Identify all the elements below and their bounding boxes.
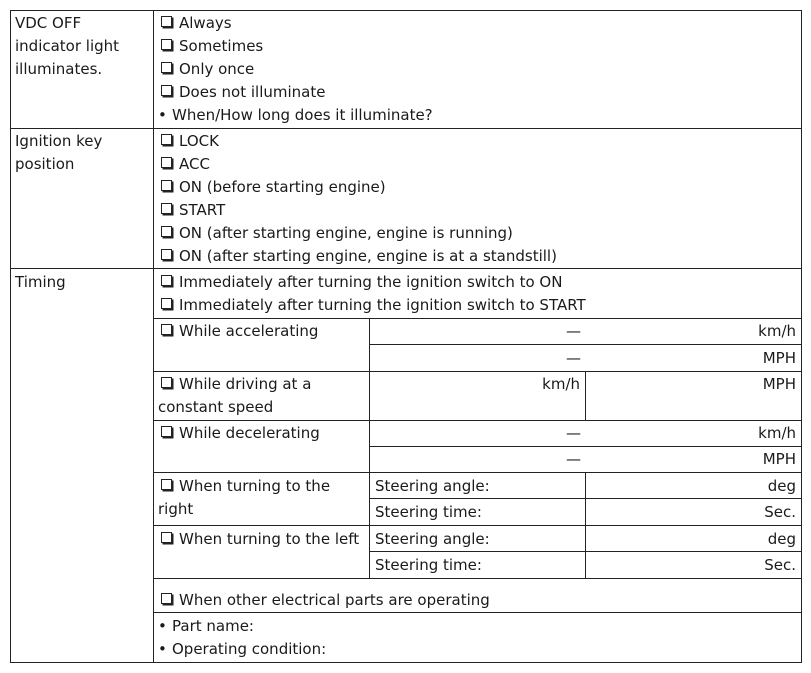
- row-divider: [369, 344, 802, 345]
- electrical-parts-option[interactable]: When other electrical parts are operating: [158, 589, 490, 612]
- left-steering-time-unit: Sec.: [764, 556, 796, 574]
- checkbox-icon[interactable]: [161, 39, 172, 50]
- checkbox-icon[interactable]: [161, 298, 172, 309]
- column-divider: [153, 10, 154, 663]
- row-divider: [10, 662, 802, 663]
- column-divider: [585, 371, 586, 420]
- column-divider: [585, 472, 586, 578]
- checkbox-icon[interactable]: [161, 377, 172, 388]
- checkbox-icon[interactable]: [161, 62, 172, 73]
- vdc-option[interactable]: Only once: [158, 58, 254, 81]
- constant-speed-option[interactable]: While driving at a constant speed: [158, 375, 312, 416]
- ignition-option[interactable]: ON (after starting engine, engine is at a standstill): [158, 245, 557, 268]
- row-divider: [153, 525, 802, 526]
- checkbox-icon[interactable]: [161, 16, 172, 27]
- column-divider: [10, 10, 11, 663]
- accel-kmh-unit: km/h: [758, 322, 796, 340]
- checkbox-icon[interactable]: [161, 157, 172, 168]
- ignition-option[interactable]: START: [158, 199, 225, 222]
- checkbox-icon[interactable]: [161, 249, 172, 260]
- decel-mph-unit: MPH: [762, 450, 796, 468]
- row-divider: [153, 472, 802, 473]
- vdc-label: VDC OFF indicator light illuminates.: [15, 14, 120, 78]
- constant-kmh-unit: km/h: [542, 375, 580, 393]
- timing-option-start[interactable]: Immediately after turning the ignition switch to START: [158, 294, 586, 317]
- accelerating-option[interactable]: While accelerating: [158, 320, 318, 343]
- column-divider: [369, 318, 370, 578]
- accel-mph-dash: —: [566, 349, 581, 367]
- checkbox-icon[interactable]: [161, 593, 172, 604]
- decel-kmh-dash: —: [566, 424, 581, 442]
- vdc-option[interactable]: Always: [158, 12, 232, 35]
- left-steering-angle-unit: deg: [767, 530, 796, 548]
- checkbox-icon[interactable]: [161, 275, 172, 286]
- checkbox-icon[interactable]: [161, 180, 172, 191]
- row-divider: [153, 318, 802, 319]
- checkbox-icon[interactable]: [161, 203, 172, 214]
- checkbox-icon[interactable]: [161, 134, 172, 145]
- bullet-icon: •: [158, 640, 167, 658]
- accel-mph-unit: MPH: [762, 349, 796, 367]
- timing-option-on[interactable]: Immediately after turning the ignition switch to ON: [158, 271, 562, 294]
- column-divider: [801, 10, 802, 663]
- row-divider: [153, 578, 802, 579]
- ignition-option[interactable]: ON (before starting engine): [158, 176, 386, 199]
- right-steering-time-label: Steering time:: [375, 503, 482, 521]
- right-steering-angle-label: Steering angle:: [375, 477, 490, 495]
- checkbox-icon[interactable]: [161, 324, 172, 335]
- right-steering-angle-unit: deg: [767, 477, 796, 495]
- decelerating-option[interactable]: While decelerating: [158, 422, 320, 445]
- checkbox-icon[interactable]: [161, 85, 172, 96]
- decel-kmh-unit: km/h: [758, 424, 796, 442]
- turning-left-option[interactable]: When turning to the left: [158, 528, 363, 551]
- right-steering-time-unit: Sec.: [764, 503, 796, 521]
- ignition-label: Ignition key position: [15, 132, 103, 173]
- part-name-field[interactable]: • Part name:: [158, 615, 254, 638]
- ignition-option[interactable]: ON (after starting engine, engine is running): [158, 222, 513, 245]
- row-divider: [10, 268, 802, 269]
- timing-label: Timing: [15, 273, 66, 291]
- vdc-note: • When/How long does it illuminate?: [158, 104, 433, 127]
- constant-mph-unit: MPH: [762, 375, 796, 393]
- operating-condition-field[interactable]: • Operating condition:: [158, 638, 326, 661]
- vdc-option[interactable]: Sometimes: [158, 35, 263, 58]
- row-divider: [153, 420, 802, 421]
- row-divider: [369, 446, 802, 447]
- bullet-icon: •: [158, 617, 167, 635]
- left-steering-angle-label: Steering angle:: [375, 530, 490, 548]
- accel-kmh-dash: —: [566, 322, 581, 340]
- turning-right-option[interactable]: When turning to the right: [158, 477, 331, 518]
- decel-mph-dash: —: [566, 450, 581, 468]
- checkbox-icon[interactable]: [161, 532, 172, 543]
- checkbox-icon[interactable]: [161, 226, 172, 237]
- bullet-icon: •: [158, 106, 167, 124]
- row-divider: [10, 128, 802, 129]
- row-divider: [153, 371, 802, 372]
- vdc-option[interactable]: Does not illuminate: [158, 81, 325, 104]
- row-divider: [10, 10, 802, 11]
- ignition-option[interactable]: LOCK: [158, 130, 219, 153]
- row-divider: [153, 612, 802, 613]
- left-steering-time-label: Steering time:: [375, 556, 482, 574]
- checkbox-icon[interactable]: [161, 479, 172, 490]
- checkbox-icon[interactable]: [161, 426, 172, 437]
- ignition-option[interactable]: ACC: [158, 153, 210, 176]
